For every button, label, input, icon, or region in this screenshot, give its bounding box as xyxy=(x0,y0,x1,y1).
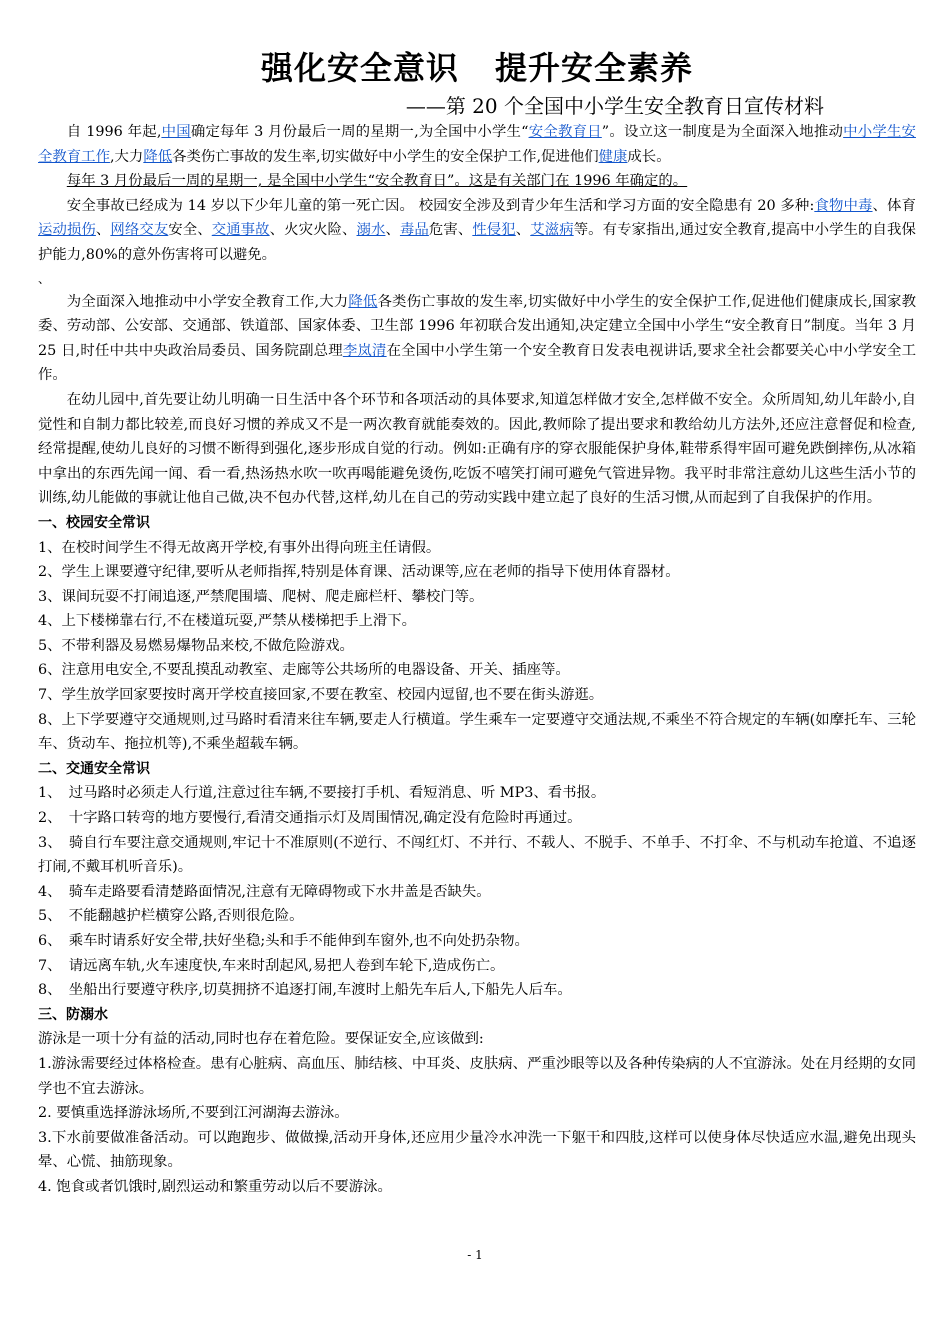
link-drowning[interactable]: 溺水 xyxy=(356,222,386,239)
list-item: 7、学生放学回家要按时离开学校直接回家,不要在教室、校园内逗留,也不要在街头游逛。 xyxy=(38,687,604,704)
link-reduce[interactable]: 降低 xyxy=(143,148,173,165)
list-campus xyxy=(38,536,916,757)
title-part-1: 强化安全意识 xyxy=(260,49,459,87)
list-item: 3、课间玩耍不打闹追逐,严禁爬围墙、爬树、爬走廊栏杆、攀校门等。 xyxy=(38,588,484,605)
drowning-intro: 游泳是一项十分有益的活动,同时也存在着危险。要保证安全,应该做到: xyxy=(38,1031,484,1048)
link-aids[interactable]: 艾滋病 xyxy=(530,222,574,239)
list-item: 1、在校时间学生不得无故离开学校,有事外出得向班主任请假。 xyxy=(38,539,441,556)
list-item: 2、学生上课要遵守纪律,要听从老师指挥,特别是体育课、活动课等,应在老师的指导下使用体育器材。 xyxy=(38,564,680,581)
section-heading-campus: 一、校园安全常识 xyxy=(38,514,150,531)
link-sports-injury[interactable]: 运动损伤 xyxy=(38,222,96,239)
list-item: 3、 骑自行车要注意交通规则,牢记十不准原则(不逆行、不闯红灯、不并行、不载人、不脱手、不单手、不打伞、不与机动车抢道、不追逐打闹,不戴耳机听音乐)。 xyxy=(38,834,916,876)
list-item: 6、 乘车时请系好安全带,扶好坐稳;头和手不能伸到车窗外,也不向处扔杂物。 xyxy=(38,933,529,949)
link-reduce-2[interactable]: 降低 xyxy=(348,293,378,310)
list-item: 4、上下楼梯靠右行,不在楼道玩耍,严禁从楼梯把手上滑下。 xyxy=(38,613,417,630)
list-item: 4、 骑车走路要看清楚路面情况,注意有无障碍物或下水井盖是否缺失。 xyxy=(38,883,491,900)
link-safety-education-day[interactable]: 安全教育日 xyxy=(528,124,602,140)
paragraph-date: 每年 3 月份最后一周的星期一, 是全国中小学生“安全教育日”。这是有关部门在 1996 年确定的。 xyxy=(66,173,688,190)
list-item: 5、 不能翻越护栏横穿公路,否则很危险。 xyxy=(38,908,304,925)
list-item: 2. 要慎重选择游泳场所,不要到江河湖海去游泳。 xyxy=(38,1105,349,1122)
stray-mark: 、 xyxy=(38,271,51,286)
paragraph-history: 为全面深入地推动中小学安全教育工作,大力降低各类伤亡事故的发生率,切实做好中小学生的安全保护工作,促进他们健康成长,国家教委、劳动部、公安部、交通部、铁道部、国家体委、卫生部 1996 年初联合发出通知,决定建立全国中小学生“安全教育日”制度。当年 3 月 25 日,时任中共中央政治局委员、国务院副总理李岚清在全国中小学生第一个安全教育日发表电视讲话,要求全社会都要关心中小学安全工作。 xyxy=(38,293,917,384)
document-page xyxy=(38,44,916,1200)
link-safety-education-work[interactable]: 中小学生安全教育工作 xyxy=(38,124,916,165)
list-drowning xyxy=(38,1052,916,1200)
page-number: - 1 xyxy=(467,1248,483,1262)
list-item: 7、 请远离车轨,火车速度快,车来时刮起风,易把人卷到车轮下,造成伤亡。 xyxy=(38,957,505,974)
list-item: 3.下水前要做准备活动。可以跑跑步、做做操,活动开身体,还应用少量冷水冲洗一下躯干和四肢,这样可以使身体尽快适应水温,避免出现头晕、心慌、抽筋现象。 xyxy=(38,1129,916,1171)
link-sexual-assault[interactable]: 性侵犯 xyxy=(472,222,516,239)
paragraph-intro: 自 1996 年起,中国确定每年 3 月份最后一周的星期一,为全国中小学生“安全教育日”。设立这一制度是为全面深入地推动中小学生安全教育工作,大力降低各类伤亡事故的发生率,切实做好中小学生的安全保护工作,促进他们健康成长。 xyxy=(38,124,916,165)
section-heading-drowning: 三、防溺水 xyxy=(38,1006,108,1023)
paragraph-kindergarten: 在幼儿园中,首先要让幼儿明确一日生活中各个环节和各项活动的具体要求,知道怎样做才安全,怎样做不安全。众所周知,幼儿年龄小,自觉性和自制力都比较差,而良好习惯的养成又不是一两次教育就能奏效的。因此,教师除了提出要求和教给幼儿方法外,还应注意督促和检查,经常提醒,使幼儿良好的习惯不断得到强化,逐步形成自觉的行动。例如:正确有序的穿衣服能保护身体,鞋带系得牢固可避免跌倒摔伤,从冰箱中拿出的东西先闻一闻、看一看,热汤热水吹一吹再喝能避免烫伤,吃饭不嘻笑打闹可避免气管进异物。我平时非常注意幼儿这些生活小节的训练,幼儿能做的事就让他自己做,决不包办代替,这样,幼儿在自己的劳动实践中建立起了良好的生活习惯,从而起到了自我保护的作用。 xyxy=(38,391,916,507)
page-title xyxy=(38,44,916,92)
list-item: 8、上下学要遵守交通规则,过马路时看清来往车辆,要走人行横道。学生乘车一定要遵守交通法规,不乘坐不符合规定的车辆(如摩托车、三轮车、货动车、拖拉机等),不乘坐超载车辆。 xyxy=(38,711,916,753)
list-item: 8、 坐船出行要遵守秩序,切莫拥挤不追逐打闹,车渡时上船先车后人,下船先人后车。 xyxy=(38,982,572,999)
link-health[interactable]: 健康 xyxy=(598,148,628,165)
title-part-2: 提升安全素养 xyxy=(495,49,694,87)
link-china[interactable]: 中国 xyxy=(161,124,191,140)
list-item: 1、 过马路时必须走人行道,注意过往车辆,不要接打手机、看短消息、听 MP3、看书报。 xyxy=(38,785,606,802)
list-item: 6、注意用电安全,不要乱摸乱动教室、走廊等公共场所的电器设备、开关、插座等。 xyxy=(38,662,570,679)
list-traffic xyxy=(38,781,916,1002)
list-item: 2、 十字路口转弯的地方要慢行,看清交通指示灯及周围情况,确定没有危险时再通过。 xyxy=(38,810,582,827)
list-item: 4. 饱食或者饥饿时,剧烈运动和繁重劳动以后不要游泳。 xyxy=(38,1178,392,1195)
list-item: 5、不带利器及易燃易爆物品来校,不做危险游戏。 xyxy=(38,637,354,654)
link-food-poisoning[interactable]: 食物中毒 xyxy=(814,197,873,214)
link-traffic-accident[interactable]: 交通事故 xyxy=(211,222,270,239)
link-drugs[interactable]: 毒品 xyxy=(399,222,429,239)
link-li-lanqing[interactable]: 李岚清 xyxy=(342,342,387,359)
list-item: 1.游泳需要经过体格检查。患有心脏病、高血压、肺结核、中耳炎、皮肤病、严重沙眼等以及各种传染病的人不宜游泳。处在月经期的女同学也不宜去游泳。 xyxy=(38,1055,916,1097)
section-heading-traffic: 二、交通安全常识 xyxy=(38,760,150,777)
paragraph-hazards: 安全事故已经成为 14 岁以下少年儿童的第一死亡因。 校园安全涉及到青少年生活和学习方面的安全隐患有 20 多种:食物中毒、体育运动损伤、网络交友安全、交通事故、火灾火险、溺水、毒品危害、性侵犯、艾滋病等。有专家指出,通过安全教育,提高中小学生的自我保护能力,80%的意外伤害将可以避免。 xyxy=(38,197,916,263)
link-online-dating[interactable]: 网络交友 xyxy=(110,222,169,239)
page-subtitle: ——第 20 个全国中小学生安全教育日宣传材料 xyxy=(405,94,824,118)
